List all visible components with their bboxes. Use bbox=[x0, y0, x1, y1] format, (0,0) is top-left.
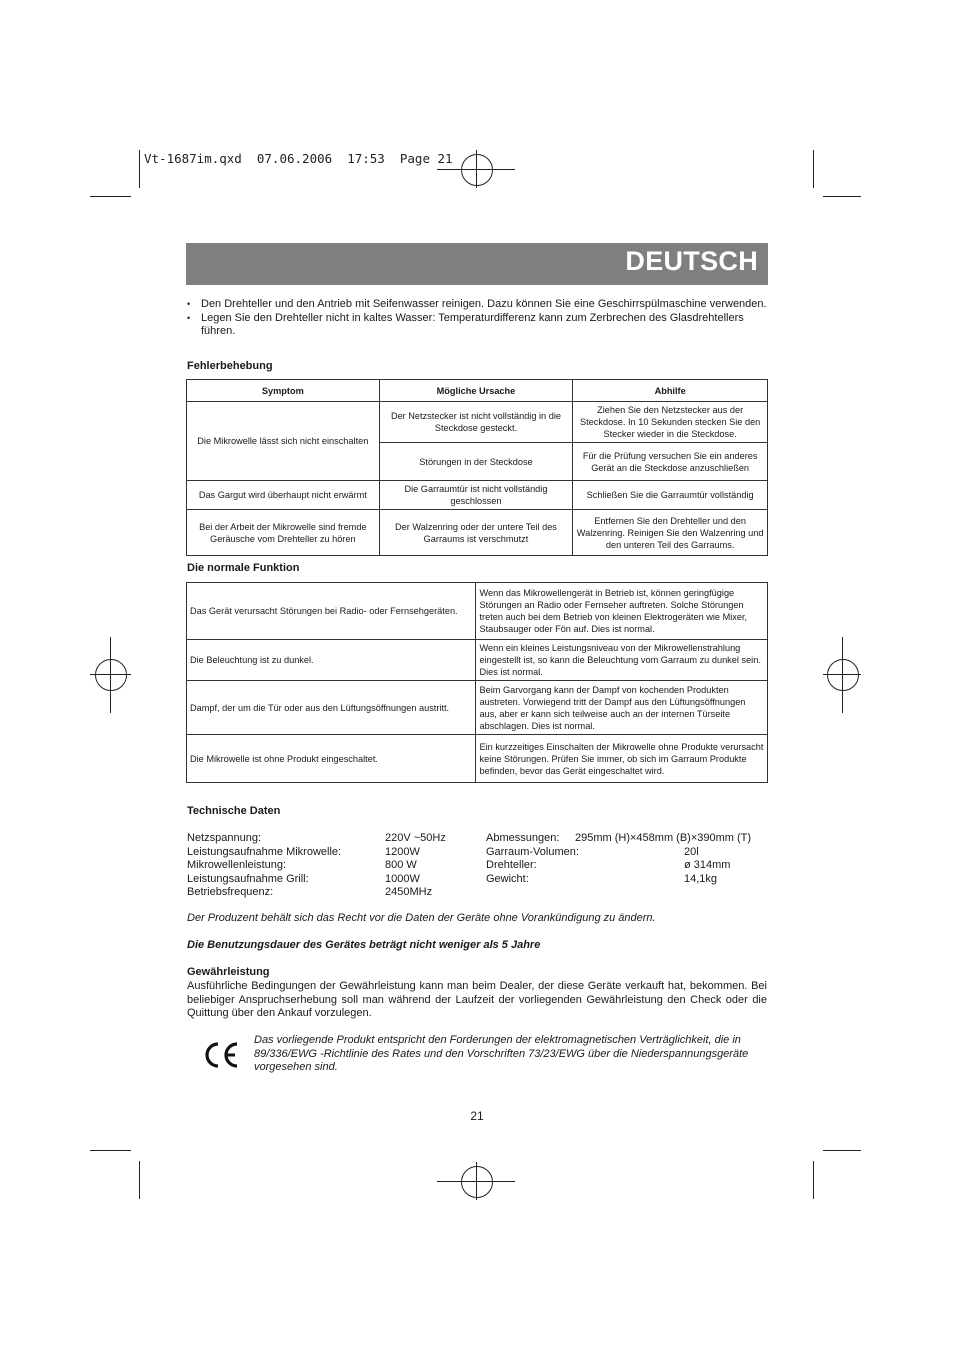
table-cell-explanation: Wenn ein kleines Leistungsniveau von der Mikrowellenstrahlung eingestellt ist, so kann die Beleuchtung vom Garraum zu dunkel sein. Dies ist normal. bbox=[476, 640, 768, 681]
crop-mark bbox=[139, 1161, 140, 1199]
table-cell-symptom: Das Gargut wird überhaupt nicht erwärmt bbox=[187, 481, 380, 510]
cleaning-instructions bbox=[187, 298, 767, 339]
table-cell-explanation: Beim Garvorgang kann der Dampf von kochenden Produkten austreten. Vorwiegend tritt der Dampf aus den Lüftungsöffnungen aus, aber er kann sich teilweise auch an der internen Türseite abschlagen. Dies ist normal. bbox=[476, 681, 768, 735]
crop-mark bbox=[813, 1161, 814, 1199]
section-heading-technical-data: Technische Daten bbox=[187, 805, 281, 817]
column-header: Mögliche Ursache bbox=[379, 380, 573, 402]
registration-mark-icon bbox=[95, 659, 127, 691]
crop-mark bbox=[139, 150, 140, 188]
spec-label: Leistungsaufnahme Mikrowelle: bbox=[187, 845, 342, 858]
language-banner-title: DEUTSCH bbox=[625, 246, 758, 276]
column-header: Abhilfe bbox=[573, 380, 768, 402]
registration-mark-line bbox=[476, 1162, 477, 1200]
crop-mark bbox=[90, 1150, 131, 1151]
section-heading-normal-function: Die normale Funktion bbox=[187, 562, 300, 574]
page-number: 21 bbox=[470, 1109, 484, 1123]
table-cell-situation: Das Gerät verursacht Störungen bei Radio- oder Fernsehgeräten. bbox=[187, 583, 476, 640]
table-cell-symptom: Die Mikrowelle lässt sich nicht einschalten bbox=[187, 402, 380, 481]
crop-mark bbox=[823, 196, 861, 197]
print-slug: Vt-1687im.qxd 07.06.2006 17:53 Page 21 bbox=[144, 151, 453, 166]
spec-value: 14,1kg bbox=[684, 872, 718, 885]
spec-label: Betriebsfrequenz: bbox=[187, 886, 274, 899]
spec-label: Abmessungen: bbox=[486, 832, 560, 844]
registration-mark-line bbox=[842, 637, 843, 713]
manufacturer-note: Der Produzent behält sich das Recht vor die Daten der Geräte ohne Vorankündigung zu ändern. bbox=[187, 912, 656, 924]
list-item: • Legen Sie den Drehteller nicht in kaltes Wasser: Temperaturdifferenz kann zum Zerbrechen des Glasdrehtellers führen. bbox=[187, 312, 767, 339]
spec-label: Netzspannung: bbox=[187, 832, 261, 844]
table-cell-cause: Störungen in der Steckdose bbox=[379, 443, 573, 481]
crop-mark bbox=[90, 196, 131, 197]
registration-mark-line bbox=[476, 150, 477, 188]
table-cell-remedy: Schließen Sie die Garraumtür vollständig bbox=[573, 481, 768, 510]
column-header: Symptom bbox=[187, 380, 380, 402]
warranty-text: Ausführliche Bedingungen der Gewährleistung kann man beim Dealer, der diese Geräte verkauft hat, bekommen. Bei beliebiger Anspruchserhebung soll man während der Laufzeit der vorliegenden Gewährleistung den Check oder die Quittung über den Ankauf vorzulegen. bbox=[187, 980, 767, 1020]
section-heading-warranty: Gewährleistung bbox=[187, 966, 270, 978]
spec-label: Leistungsaufnahme Grill: bbox=[187, 872, 309, 885]
spec-labels-right bbox=[486, 832, 579, 886]
ce-statement: Das vorliegende Produkt entspricht den Forderungen der elektromagnetischen Verträglichkeit, die in 89/336/EWG -Richtlinie des Rates und den Vorschriften 73/23/EWG über die Niederspannungsgeräte vorgesehen sind. bbox=[254, 1034, 749, 1074]
registration-mark-icon bbox=[461, 154, 493, 186]
table-cell-cause: Der Walzenring oder der untere Teil des Garraums ist verschmutzt bbox=[379, 510, 573, 556]
spec-value: 800 W bbox=[385, 859, 417, 872]
ce-mark-icon bbox=[202, 1041, 240, 1069]
spec-values-right bbox=[684, 846, 730, 887]
spec-label: Garraum-Volumen: bbox=[486, 845, 579, 858]
normal-function-table bbox=[186, 582, 768, 783]
table-cell-remedy: Entfernen Sie den Drehteller und den Walzenring. Reinigen Sie den Walzenring und den unteren Teil des Garraums. bbox=[573, 510, 768, 556]
spec-value: 1000W bbox=[385, 872, 420, 885]
list-item: • Den Drehteller und den Antrieb mit Seifenwasser reinigen. Dazu können Sie eine Geschirrspülmaschine verwenden. bbox=[187, 298, 767, 312]
table-cell-explanation: Wenn das Mikrowellengerät in Betrieb ist, können geringfügige Störungen an Radio oder Fernseher auftreten. Solche Störungen treten auch bei dem Betrieb von kleinen Elektrogeräten wie Mixer, Staubsauger oder Fön auf. Dies ist normal. bbox=[476, 583, 768, 640]
troubleshooting-table bbox=[186, 379, 768, 556]
spec-label: Mikrowellenleistung: bbox=[187, 859, 287, 872]
service-life-note: Die Benutzungsdauer des Gerätes beträgt nicht weniger als 5 Jahre bbox=[187, 939, 541, 951]
spec-value: 1200W bbox=[385, 845, 420, 858]
spec-value: 220V ~50Hz bbox=[385, 832, 446, 844]
language-banner bbox=[186, 243, 768, 285]
registration-mark-icon bbox=[461, 1166, 493, 1198]
table-cell-situation: Die Beleuchtung ist zu dunkel. bbox=[187, 640, 476, 681]
spec-labels-left bbox=[187, 832, 341, 900]
table-cell-remedy: Ziehen Sie den Netzstecker aus der Steckdose. In 10 Sekunden stecken Sie den Stecker wieder in die Steckdose. bbox=[573, 402, 768, 443]
table-cell-situation: Dampf, der um die Tür oder aus den Lüftungsöffnungen austritt. bbox=[187, 681, 476, 735]
table-cell-cause: Die Garraumtür ist nicht vollständig geschlossen bbox=[379, 481, 573, 510]
crop-mark bbox=[823, 1150, 861, 1151]
spec-label: Drehteller: bbox=[486, 859, 537, 872]
registration-mark-line bbox=[110, 637, 111, 713]
table-cell-remedy: Für die Prüfung versuchen Sie ein anderes Gerät an die Steckdose anzuschließen bbox=[573, 443, 768, 481]
spec-label: Gewicht: bbox=[486, 872, 529, 885]
spec-value: ø 314mm bbox=[684, 859, 731, 872]
spec-value: 2450MHz bbox=[385, 886, 433, 899]
table-cell-symptom: Bei der Arbeit der Mikrowelle sind fremde Geräusche vom Drehteller zu hören bbox=[187, 510, 380, 556]
table-cell-situation: Die Mikrowelle ist ohne Produkt eingeschaltet. bbox=[187, 735, 476, 783]
section-heading-troubleshooting: Fehlerbehebung bbox=[187, 360, 273, 372]
table-cell-explanation: Ein kurzzeitiges Einschalten der Mikrowelle ohne Produkte verursacht keine Störungen. Prüfen Sie immer, ob sich im Garraum Produkte befinden, bevor das Gerät eingeschaltet wird. bbox=[476, 735, 768, 783]
spec-value: 20l bbox=[684, 845, 699, 858]
spec-value-dimensions: 295mm (H)×458mm (B)×390mm (T) bbox=[575, 832, 752, 844]
table-cell-cause: Der Netzstecker ist nicht vollständig in die Steckdose gesteckt. bbox=[379, 402, 573, 443]
registration-mark-icon bbox=[827, 659, 859, 691]
spec-values-left bbox=[385, 832, 446, 900]
crop-mark bbox=[813, 150, 814, 188]
